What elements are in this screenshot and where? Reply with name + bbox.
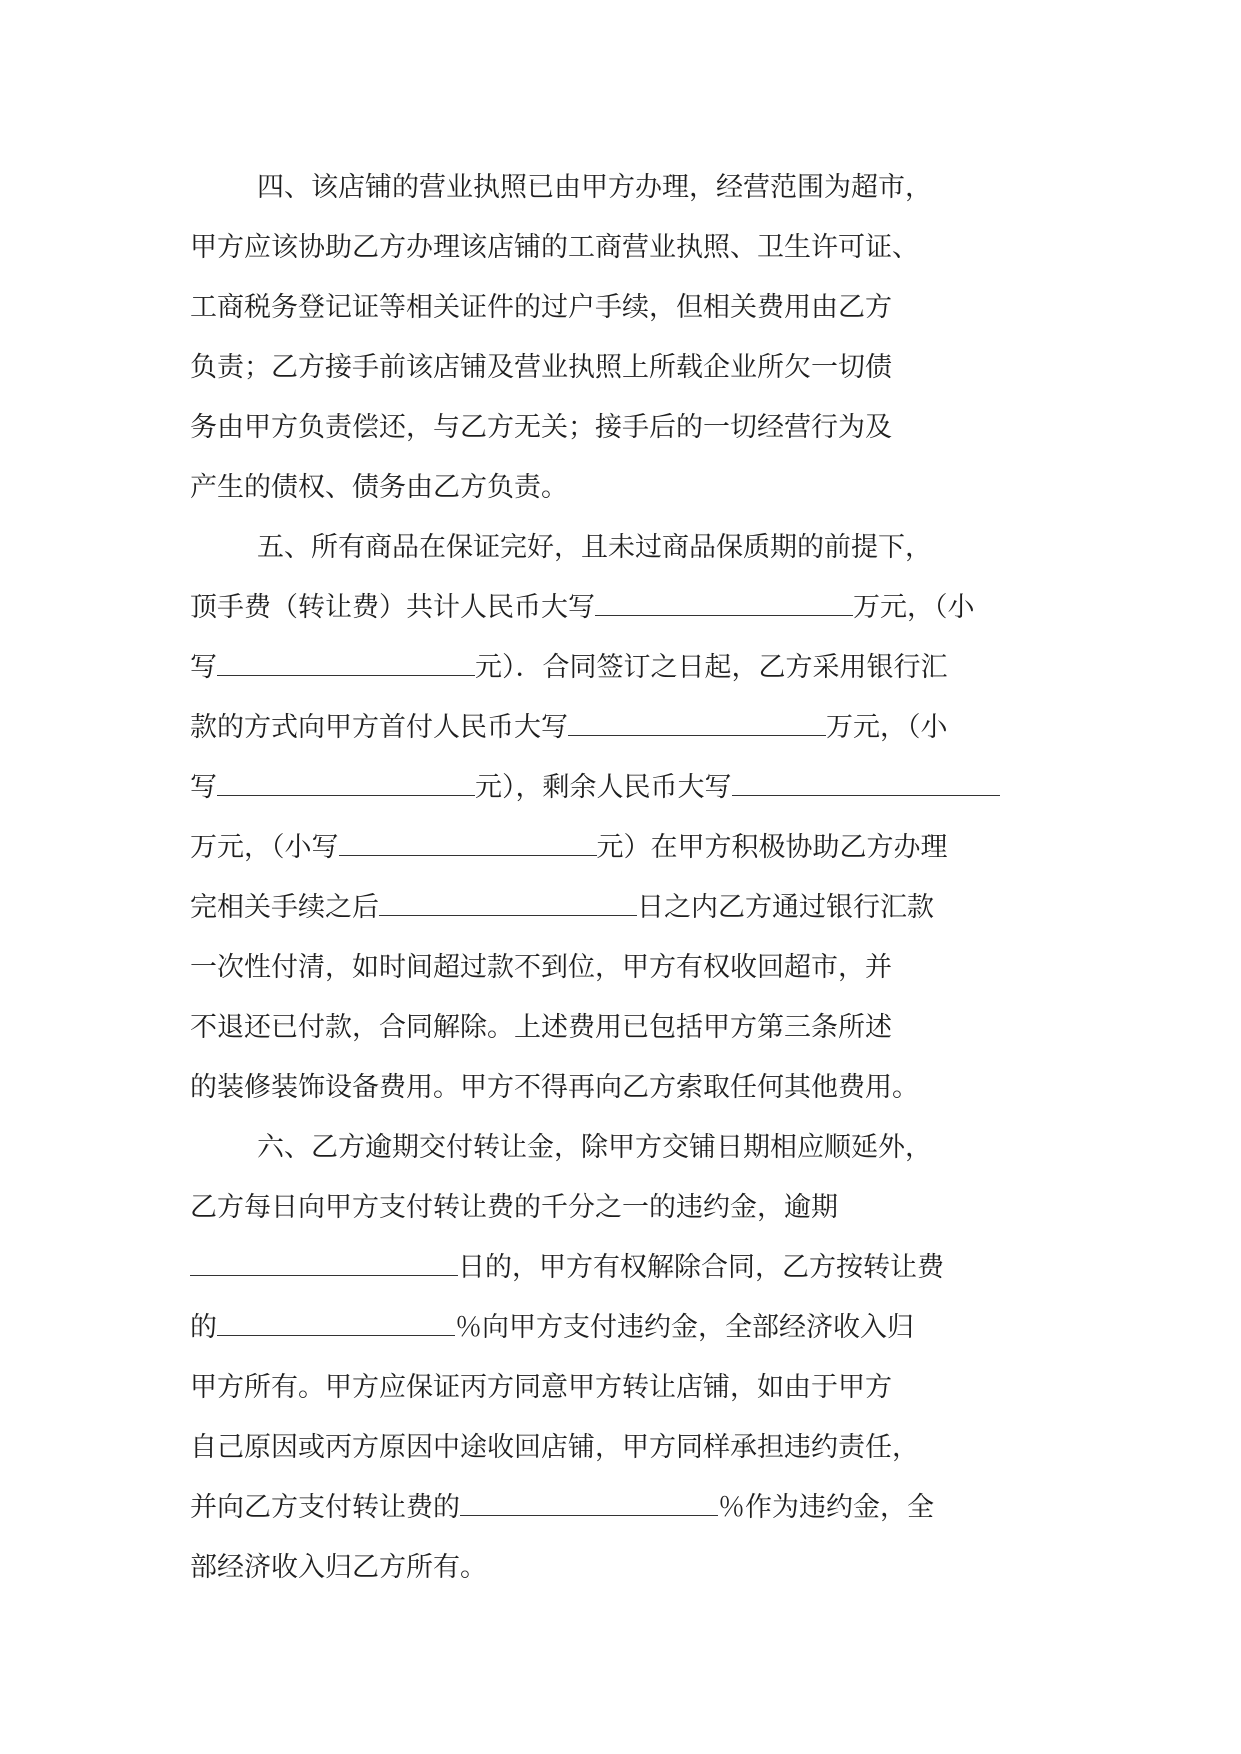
blank-field — [568, 711, 826, 736]
blank-field — [595, 591, 853, 616]
s6-line-4-text-b: ％向甲方支付违约金，全部经济收入归 — [455, 1312, 914, 1343]
blank-field — [190, 1251, 458, 1276]
s6-line-5: 甲方所有。甲方应保证丙方同意甲方转让店铺，如由于甲方 — [190, 1372, 892, 1403]
s5-line-3-text-b: 元）．合同签订之日起，乙方采用银行汇 — [475, 652, 948, 683]
contract-text — [190, 158, 1090, 1598]
s6-line-3-text: 日的，甲方有权解除合同，乙方按转让费 — [458, 1252, 944, 1283]
s5-line-10: 的装修装饰设备费用。甲方不得再向乙方索取任何其他费用。 — [190, 1072, 919, 1103]
s6-line-3 — [190, 1238, 1090, 1298]
blank-field — [379, 891, 637, 916]
s6-line-8: 部经济收入归乙方所有。 — [190, 1552, 487, 1583]
s4-line-5: 务由甲方负责偿还，与乙方无关；接手后的一切经营行为及 — [190, 412, 892, 443]
s5-line-8: 一次性付清，如时间超过款不到位，甲方有权收回超市，并 — [190, 952, 892, 983]
s5-line-5-text-b: 元），剩余人民币大写 — [475, 772, 732, 803]
s5-line-6-text-b: 元）在甲方积极协助乙方办理 — [596, 832, 948, 863]
s5-line-9: 不退还已付款，合同解除。上述费用已包括甲方第三条所述 — [190, 1012, 892, 1043]
s4-line-4: 负责；乙方接手前该店铺及营业执照上所载企业所欠一切债 — [190, 352, 892, 383]
s6-line-2: 乙方每日向甲方支付转让费的千分之一的违约金，逾期 — [190, 1192, 838, 1223]
s5-line-4 — [190, 698, 1090, 758]
blank-field — [217, 651, 475, 676]
s5-line-4-text-a: 款的方式向甲方首付人民币大写 — [190, 712, 568, 743]
blank-field — [339, 831, 597, 856]
s6-line-4-text-a: 的 — [190, 1312, 217, 1343]
s5-line-2-text-a: 顶手费（转让费）共计人民币大写 — [190, 592, 595, 623]
s6-line-7 — [190, 1478, 1090, 1538]
s5-line-6-text-a: 万元，（小写 — [190, 832, 339, 863]
s4-line-1: 四、该店铺的营业执照已由甲方办理，经营范围为超市， — [257, 172, 932, 203]
s6-line-1: 六、乙方逾期交付转让金，除甲方交铺日期相应顺延外， — [257, 1132, 932, 1163]
s5-line-7 — [190, 878, 1090, 938]
blank-field — [217, 771, 475, 796]
s5-line-7-text-a: 完相关手续之后 — [190, 892, 379, 923]
s5-line-6 — [190, 818, 1090, 878]
s4-line-6: 产生的债权、债务由乙方负责。 — [190, 472, 568, 503]
s6-line-6: 自己原因或丙方原因中途收回店铺，甲方同样承担违约责任， — [190, 1432, 919, 1463]
s4-line-3: 工商税务登记证等相关证件的过户手续，但相关费用由乙方 — [190, 292, 892, 323]
blank-field — [460, 1491, 718, 1516]
s5-line-4-text-b: 万元，（小 — [826, 712, 948, 743]
s6-line-4 — [190, 1298, 1090, 1358]
s6-line-7-text-a: 并向乙方支付转让费的 — [190, 1492, 460, 1523]
s5-line-3 — [190, 638, 1090, 698]
s5-line-3-text-a: 写 — [190, 652, 217, 683]
s5-line-2 — [190, 578, 1090, 638]
s6-line-7-text-b: ％作为违约金，全 — [718, 1492, 934, 1523]
s5-line-2-text-b: 万元，（小 — [853, 592, 975, 623]
blank-field — [732, 771, 1000, 796]
blank-field — [217, 1311, 455, 1336]
s5-line-1: 五、所有商品在保证完好，且未过商品保质期的前提下， — [257, 532, 932, 563]
s5-line-5-text-a: 写 — [190, 772, 217, 803]
s4-line-2: 甲方应该协助乙方办理该店铺的工商营业执照、卫生许可证、 — [190, 232, 919, 263]
s5-line-7-text-b: 日之内乙方通过银行汇款 — [637, 892, 934, 923]
s5-line-5 — [190, 758, 1090, 818]
